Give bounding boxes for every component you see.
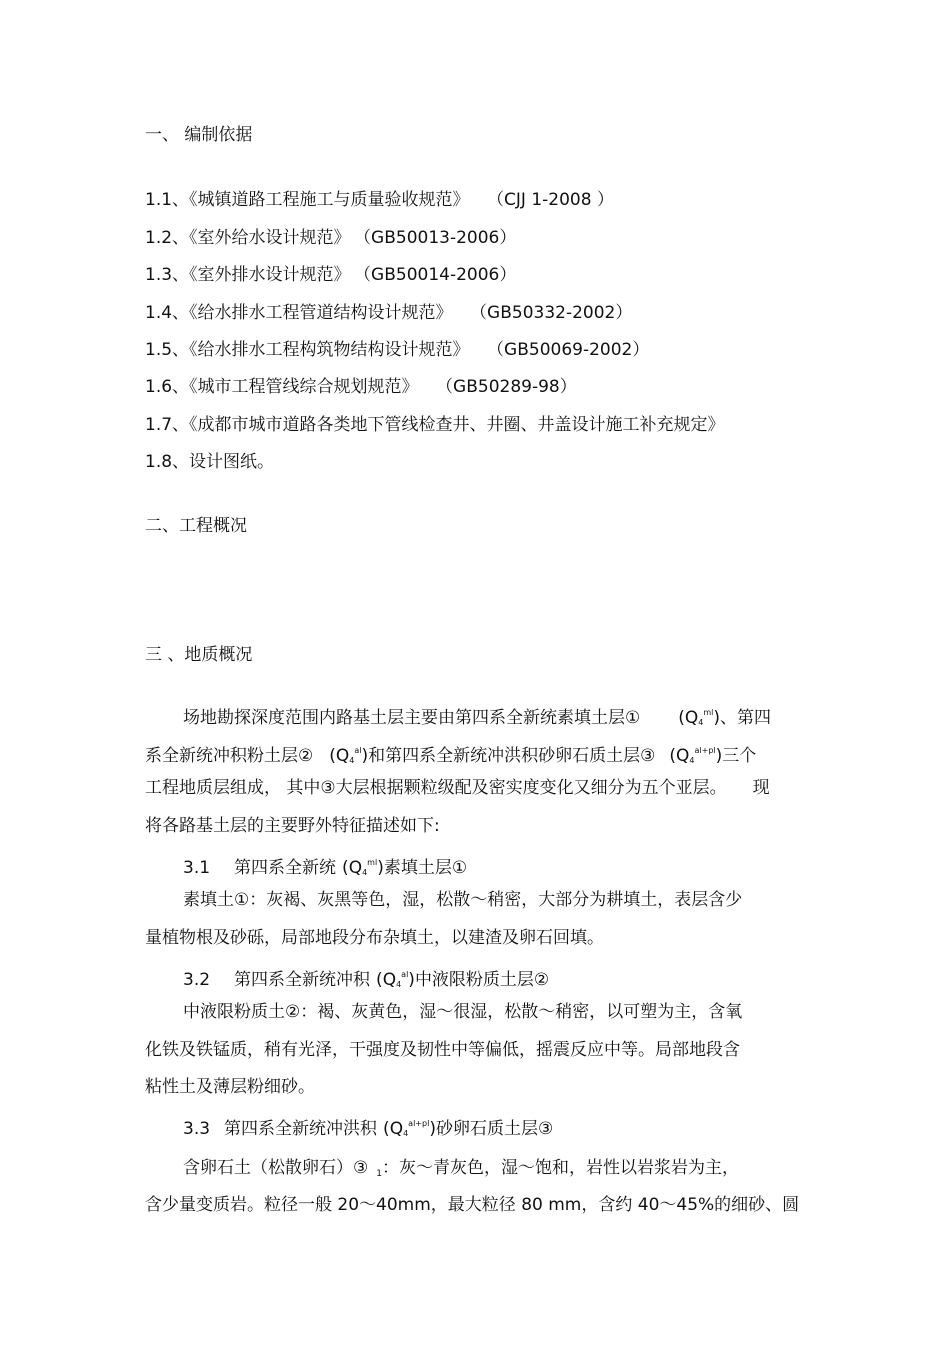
- subsection-heading-3-3: 3.3 第四系全新统冲洪积 $(Q_4^{al+pl})$砂卵石质土层③: [183, 1119, 554, 1139]
- reference-code: （GB50013-2006）: [362, 228, 517, 248]
- reference-item: [145, 302, 632, 324]
- reference-title: 、《成都市城市道路各类地下管线检查井、井圈、井盖设计施工补充规定》: [172, 415, 725, 435]
- section-heading-3: 三 、地质概况: [145, 645, 253, 665]
- reference-code: （GB50289-98）: [444, 377, 577, 397]
- reference-number: 1.1: [145, 190, 173, 210]
- reference-title: 、《室外给水设计规范》: [172, 228, 351, 248]
- formation-symbol: $(Q_4^{al})$: [376, 970, 415, 990]
- reference-item: [145, 376, 577, 398]
- reference-title: 、设计图纸。: [172, 452, 275, 472]
- formation-symbol: $(Q_4^{al+pl})$: [383, 1119, 436, 1139]
- reference-item: [145, 451, 274, 473]
- reference-number: 1.8: [145, 452, 173, 472]
- reference-title: 、《城镇道路工程施工与质量验收规范》: [172, 190, 470, 210]
- subsection-heading-3-1: 3.1 第四系全新统 $(Q_4^{ml})$素填土层①: [183, 858, 468, 878]
- reference-number: 1.3: [145, 265, 173, 285]
- reference-item: [145, 189, 614, 211]
- reference-number: 1.2: [145, 228, 173, 248]
- reference-title: 、《给水排水工程构筑物结构设计规范》: [172, 340, 470, 360]
- paragraph-line: 量植物根及砂砾，局部地段分布杂填土，以建渣及卵石回填。: [145, 928, 604, 948]
- paragraph-line: 素填土①：灰褐、灰黑等色，湿，松散～稍密，大部分为耕填土，表层含少: [183, 890, 743, 910]
- formation-symbol: $(Q_4^{ml})$: [678, 708, 721, 728]
- reference-number: 1.4: [145, 303, 173, 323]
- reference-number: 1.6: [145, 377, 173, 397]
- reference-title: 、《城市工程管线综合规划规范》: [172, 377, 419, 397]
- subsection-heading-3-2: 3.2 第四系全新统冲积 $(Q_4^{al})$中液限粉质土层②: [183, 970, 550, 990]
- formation-symbol: $(Q_4^{al})$: [329, 746, 369, 766]
- paragraph-line: 含卵石土（松散卵石）③ 1：灰～青灰色，湿～饱和，岩性以岩浆岩为主，: [183, 1158, 739, 1179]
- reference-title: 、《室外排水设计规范》: [172, 265, 351, 285]
- paragraph-line: 含少量变质岩。粒径一般 20～40mm，最大粒径 80 mm，含约 40～45%的细砂、圆: [145, 1195, 800, 1215]
- reference-title: 、《给水排水工程管道结构设计规范》: [172, 303, 453, 323]
- paragraph-line: 工程地质层组成， 其中③大层根据颗粒级配及密实度变化又细分为五个亚层。 现: [145, 778, 770, 798]
- reference-item: [145, 264, 516, 286]
- reference-number: 1.7: [145, 415, 173, 435]
- reference-code: （GB50069-2002）: [495, 340, 650, 360]
- reference-code: （GB50014-2006）: [362, 265, 517, 285]
- section-heading-2: 二、工程概况: [145, 516, 247, 536]
- paragraph-line: 场地勘探深度范围内路基土层主要由第四系全新统素填土层① $(Q_4^{ml})$、第四: [183, 708, 772, 728]
- reference-code: （GB50332-2002）: [478, 303, 633, 323]
- formation-symbol: $(Q_4^{al+pl})$: [669, 746, 723, 766]
- reference-item: [145, 227, 516, 249]
- paragraph-line: 系全新统冲积粉土层② $(Q_4^{al})$和第四系全新统冲洪积砂卵石质土层③ $(Q_4^{al+pl})$三个: [145, 746, 757, 766]
- paragraph-line: 粘性土及薄层粉细砂。: [145, 1077, 315, 1097]
- reference-number: 1.5: [145, 340, 173, 360]
- paragraph-line: 将各路基土层的主要野外特征描述如下:: [145, 816, 440, 836]
- reference-code: （CJJ 1-2008 ）: [495, 190, 614, 210]
- section-heading-1: 一、 编制依据: [145, 125, 253, 145]
- paragraph-line: 中液限粉质土②：褐、灰黄色，湿～很湿，松散～稍密，以可塑为主，含氧: [183, 1002, 743, 1022]
- paragraph-line: 化铁及铁锰质，稍有光泽，干强度及韧性中等偏低，摇震反应中等。局部地段含: [145, 1040, 740, 1060]
- formation-symbol: $(Q_4^{ml})$: [342, 858, 384, 878]
- reference-item: [145, 414, 725, 436]
- reference-item: [145, 339, 649, 361]
